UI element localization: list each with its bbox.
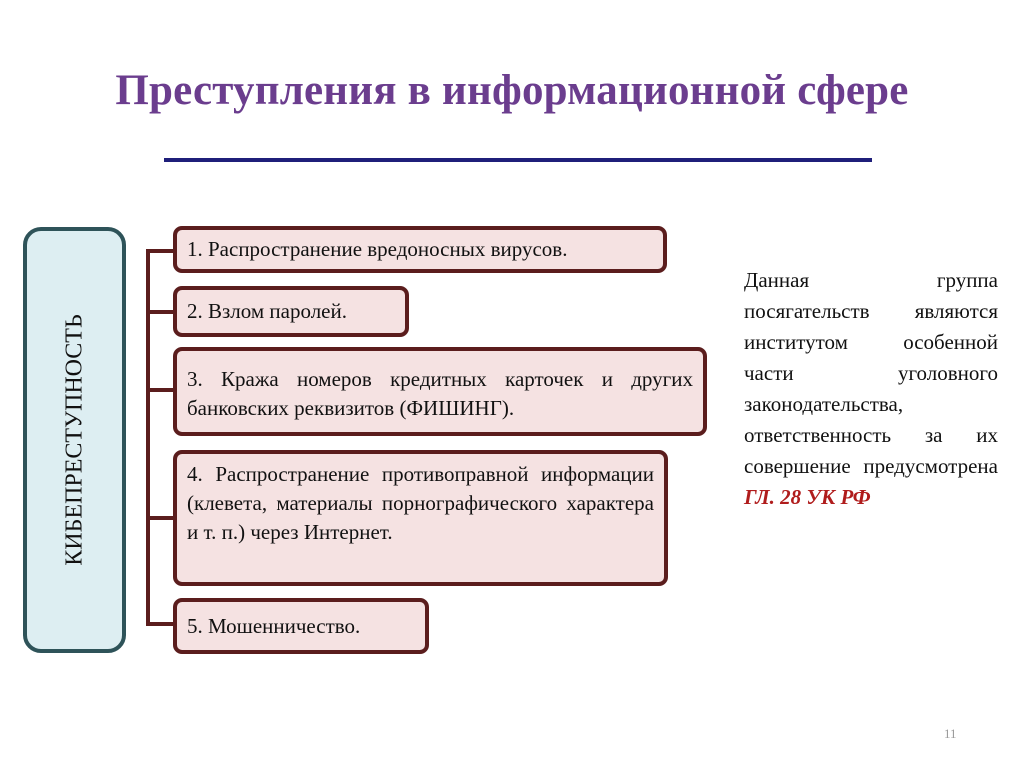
legal-note <box>744 265 998 513</box>
category-label: КИБЕПРЕСТУПНОСТЬ <box>61 314 87 566</box>
category-box <box>23 227 126 653</box>
crime-item-3-text: 3. Кража номеров кредитных карточек и других банковских реквизитов (ФИШИНГ). <box>187 367 693 420</box>
connector-trunk <box>146 249 150 626</box>
connector-branch-2 <box>150 310 173 314</box>
title-underline <box>164 158 872 162</box>
crime-item-3 <box>173 347 707 436</box>
crime-item-2 <box>173 286 409 337</box>
crime-item-5-text: 5. Мошенничество. <box>187 613 361 638</box>
connector-branch-3 <box>150 388 173 392</box>
crime-item-4 <box>173 450 668 586</box>
connector-branch-4 <box>150 516 173 520</box>
legal-reference: ГЛ. 28 УК РФ <box>744 485 871 509</box>
connector-top <box>146 249 173 253</box>
connector-bottom <box>146 622 173 626</box>
crime-item-4-text: 4. Распространение противоправной информации (клевета, материалы порнографического характера и т. п.) через Интернет. <box>187 462 654 544</box>
crime-item-2-text: 2. Взлом паролей. <box>187 299 347 323</box>
crime-item-5 <box>173 598 429 654</box>
legal-note-text: Данная группа посягательств являются институтом особенной части уголовного законодательства, ответственность за их совершение предусмотрена <box>744 268 998 478</box>
slide-title: Преступления в информационной сфере <box>115 67 909 114</box>
crime-item-1-text: 1. Распространение вредоносных вирусов. <box>187 237 568 261</box>
crime-item-1 <box>173 226 667 273</box>
page-number: 11 <box>944 726 957 741</box>
